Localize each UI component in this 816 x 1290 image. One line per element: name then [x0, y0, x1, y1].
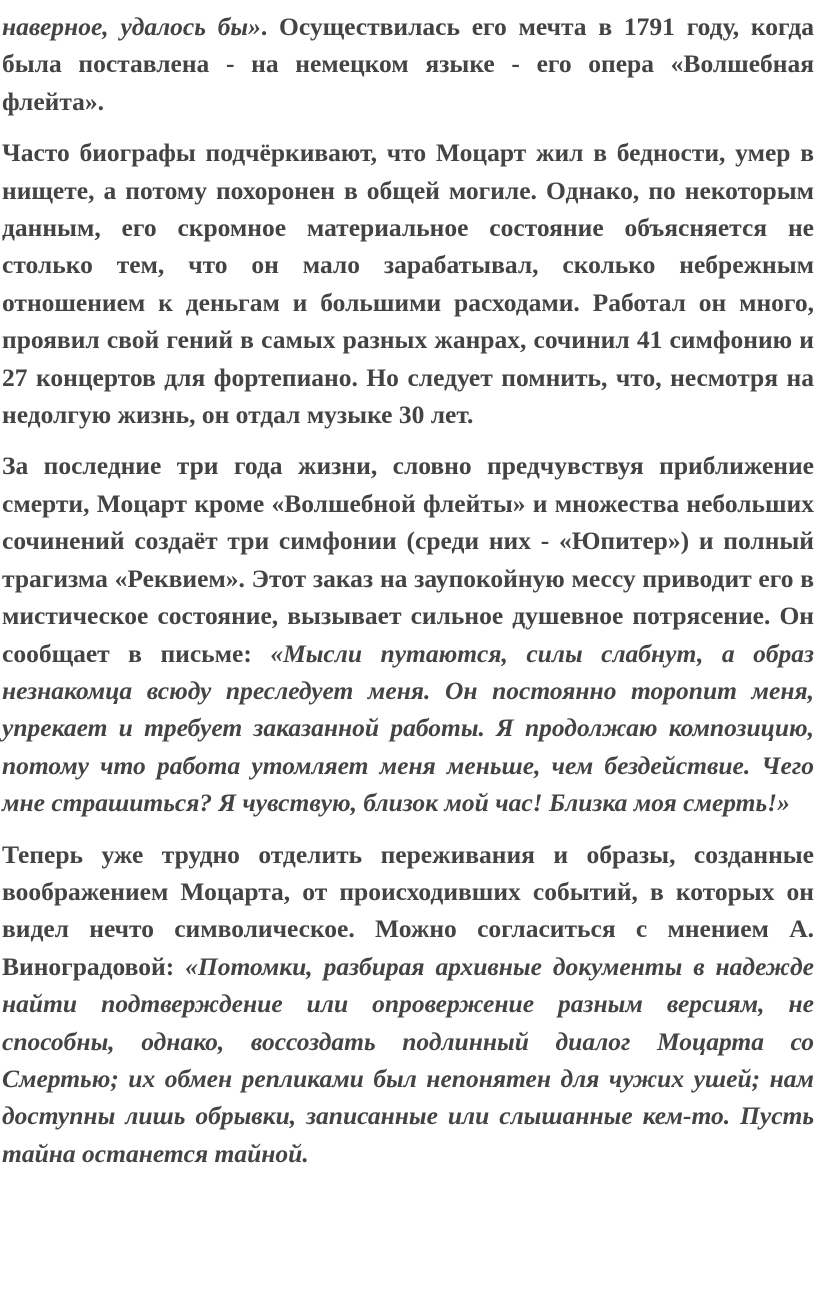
- paragraph-3-letter-quote: «Мысли путаются, силы слабнут, а образ незнакомца всюду преследует меня. Он постоянно торопит меня, упрекает и требует заказанной работы. Я продолжаю композицию, потому что работа утомляет меня меньше, чем бездействие. Чего мне страшиться? Я чувствую, близок мой час! Близка моя смерть!»: [2, 638, 815, 818]
- paragraph-1-text: . Осуществилась его мечта в 1791 году, когда была поставлена - на немецком языке - его опера «Волшебная флейта».: [2, 12, 814, 116]
- paragraph-3-text: За последние три года жизни, словно предчувствуя приближение смерти, Моцарт кроме «Волшебной флейты» и множества небольших сочинений создаёт три симфонии (среди них - «Юпитер») и полный трагизма «Реквием». Этот заказ на заупокойную мессу приводит его в мистическое состояние, вызывает сильное душевное потрясение. Он сообщает в письме:: [2, 451, 814, 668]
- paragraph-2-text: Часто биографы подчёркивают, что Моцарт жил в бедности, умер в нищете, а потому похоронен в общей могиле. Однако, по некоторым данным, его скромное материальное состояние объясняется не столько тем, что он мало зарабатывал, сколько небрежным отношением к деньгам и большими расходами. Работал он много, проявил свой гений в самых разных жанрах, сочинил 41 симфонию и 27 концертов для фортепиано. Но следует помнить, что, несмотря на недолгую жизнь, он отдал музыке 30 лет.: [2, 138, 814, 430]
- paragraph-4-vinogradova-quote: «Потомки, разбирая архивные документы в надежде найти подтверждение или опровержение разным версиям, не способны, однако, воссоздать подлинный диалог Моцарта со Смертью; их обмен репликами был непонятен для чужих ушей; нам доступны лишь обрывки, записанные или слышанные кем-то. Пусть тайна останется тайной.: [2, 951, 814, 1168]
- paragraph-3: [2, 447, 814, 821]
- paragraph-4-text: Теперь уже трудно отделить переживания и образы, созданные воображением Моцарта, от происходивших событий, в которых он видел нечто символическое. Можно согласиться с мнением А. Виноградовой:: [2, 839, 814, 981]
- paragraph-4: [2, 836, 814, 1173]
- paragraph-1-quote-end: наверное, удалось бы»: [2, 12, 261, 41]
- paragraph-1: [2, 8, 814, 120]
- paragraph-2: [2, 134, 814, 433]
